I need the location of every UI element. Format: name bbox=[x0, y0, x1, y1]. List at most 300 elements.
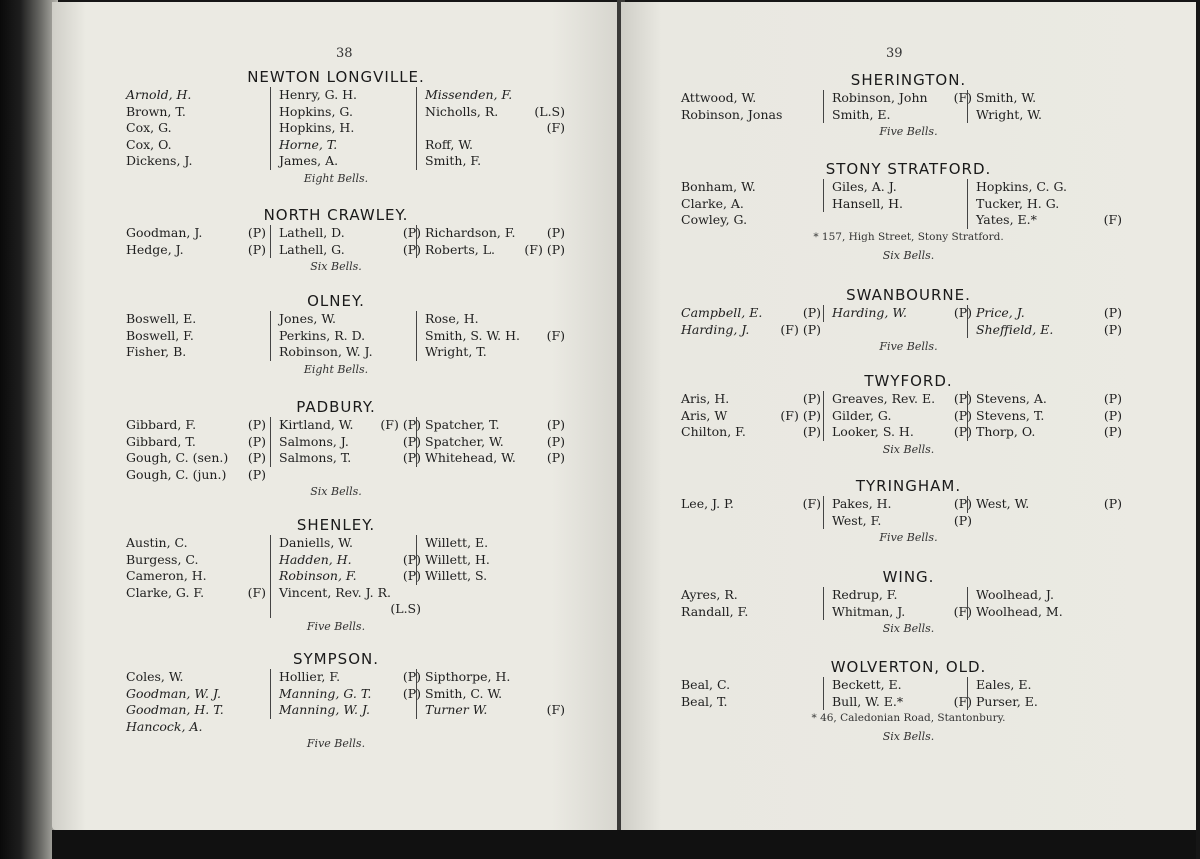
ringer-qualification: (F) bbox=[247, 584, 266, 600]
ringer-column bbox=[416, 311, 565, 361]
ringer-column bbox=[967, 90, 1122, 123]
ringer-name: Salmons, T. bbox=[279, 450, 352, 465]
ringer-name: Boswell, E. bbox=[126, 311, 197, 326]
ringer-qualification: (P) bbox=[1103, 496, 1122, 511]
ringer-name: Hopkins, G. bbox=[279, 103, 353, 119]
ringer-name: Perkins, R. D. bbox=[279, 327, 366, 343]
ringer-qualification: (P) bbox=[953, 391, 972, 406]
ringer-name: Arnold, H. bbox=[126, 87, 192, 102]
ringer-column bbox=[823, 496, 972, 529]
ringer-entry bbox=[976, 677, 1122, 694]
ringer-qualification: (P) bbox=[953, 496, 972, 511]
page-number: 39 bbox=[886, 46, 903, 61]
table-surface bbox=[52, 830, 1196, 859]
ringer-entry bbox=[126, 719, 266, 736]
ringer-name: Goodman, W. J. bbox=[126, 685, 221, 701]
ringer-entry bbox=[126, 568, 266, 585]
ringer-name: Hopkins, C. G. bbox=[976, 179, 1067, 194]
parish-heading: TYRINGHAM. bbox=[855, 477, 962, 495]
ringer-qualification: (P) bbox=[1103, 424, 1122, 439]
ringer-name: Sipthorpe, H. bbox=[425, 669, 511, 684]
ringer-entry bbox=[681, 179, 821, 196]
ringer-entry bbox=[425, 242, 565, 259]
ringer-entry bbox=[425, 552, 565, 569]
parish-heading: NORTH CRAWLEY. bbox=[263, 206, 409, 224]
ringer-entry bbox=[425, 702, 565, 719]
ringer-column bbox=[681, 90, 821, 123]
ringer-name: Fisher, B. bbox=[126, 344, 187, 359]
ringer-name: Kirtland, W. bbox=[279, 417, 354, 432]
ringer-entry bbox=[425, 120, 565, 137]
ringer-entry bbox=[976, 212, 1122, 229]
ringer-name: Yates, E.* bbox=[976, 212, 1037, 227]
ringer-entry bbox=[425, 686, 565, 703]
ringer-qualification: (P) bbox=[402, 450, 421, 465]
ringer-qualification: (F) bbox=[953, 603, 972, 619]
ringer-qualification: (F) (P) bbox=[524, 241, 565, 257]
ringer-name: Tucker, H. G. bbox=[976, 195, 1060, 211]
ringer-name: Boswell, F. bbox=[126, 327, 194, 343]
parish-heading: SWANBOURNE. bbox=[846, 286, 971, 304]
ringer-entry bbox=[425, 417, 565, 434]
ringer-name: Robinson, W. J. bbox=[279, 344, 373, 359]
ringer-column bbox=[681, 677, 821, 710]
ringer-qualification: (P) bbox=[402, 669, 421, 684]
bell-count: Five Bells. bbox=[879, 340, 938, 353]
right-page bbox=[621, 2, 1196, 830]
ringer-entry bbox=[279, 669, 421, 686]
ringer-qualification: (P) bbox=[1103, 321, 1122, 337]
ringer-entry bbox=[279, 104, 421, 121]
ringer-name: Sheffield, E. bbox=[976, 321, 1054, 337]
ringer-qualification: (F) bbox=[1103, 212, 1122, 227]
ringer-entry bbox=[126, 585, 266, 602]
ringer-name: Roff, W. bbox=[425, 136, 473, 152]
ringer-entry bbox=[126, 450, 266, 467]
ringer-name: Goodman, H. T. bbox=[126, 702, 224, 717]
ringer-entry bbox=[126, 120, 266, 137]
ringer-column bbox=[126, 669, 266, 735]
ringer-entry bbox=[681, 677, 821, 694]
ringer-entry bbox=[976, 424, 1122, 441]
ringer-column bbox=[823, 179, 972, 212]
ringer-name: Bull, W. E.* bbox=[832, 693, 904, 709]
ringer-entry bbox=[126, 669, 266, 686]
ringer-column bbox=[823, 391, 972, 441]
ringer-name: Salmons, J. bbox=[279, 433, 349, 449]
ringer-entry bbox=[832, 677, 972, 694]
ringer-qualification: (P) bbox=[953, 424, 972, 439]
ringer-qualification: (F) bbox=[546, 327, 565, 343]
ringer-qualification: (F) (P) bbox=[780, 321, 821, 337]
ringer-entry bbox=[126, 467, 266, 484]
ringer-entry bbox=[681, 408, 821, 425]
ringer-name: Cox, O. bbox=[126, 136, 172, 152]
ringer-name: Cowley, G. bbox=[681, 212, 748, 227]
ringer-name: Cameron, H. bbox=[126, 568, 207, 583]
ringer-name: Nicholls, R. bbox=[425, 103, 499, 119]
ringer-column bbox=[967, 496, 1122, 513]
ringer-qualification: (L.S) bbox=[534, 103, 565, 119]
ringer-qualification: (L.S) bbox=[390, 601, 421, 616]
ringer-name: Beckett, E. bbox=[832, 677, 902, 692]
ringer-name: Stevens, A. bbox=[976, 391, 1047, 406]
ringer-entry bbox=[279, 450, 421, 467]
ringer-name: Austin, C. bbox=[126, 535, 188, 550]
ringer-name: Smith, F. bbox=[425, 153, 482, 168]
ringer-entry bbox=[976, 90, 1122, 107]
ringer-name: Hadden, H. bbox=[279, 551, 352, 567]
ringer-name: Smith, C. W. bbox=[425, 685, 503, 701]
ringer-column bbox=[967, 305, 1122, 338]
bell-count: Five Bells. bbox=[879, 125, 938, 138]
ringer-entry bbox=[425, 450, 565, 467]
ringer-entry bbox=[832, 694, 972, 711]
ringer-column bbox=[681, 587, 821, 620]
ringer-name: Smith, S. W. H. bbox=[425, 327, 520, 343]
ringer-name: Manning, W. J. bbox=[279, 702, 370, 717]
ringer-qualification: (P) bbox=[402, 551, 421, 567]
ringer-entry bbox=[425, 137, 565, 154]
ringer-name: Gibbard, T. bbox=[126, 433, 196, 449]
left-page bbox=[52, 2, 620, 830]
ringer-entry bbox=[126, 552, 266, 569]
ringer-entry bbox=[279, 417, 421, 434]
ringer-entry bbox=[976, 408, 1122, 425]
ringer-entry bbox=[681, 90, 821, 107]
ringer-column bbox=[823, 305, 972, 322]
ringer-name: Campbell, E. bbox=[681, 305, 763, 320]
ringer-entry bbox=[279, 87, 421, 104]
ringer-name: Manning, G. T. bbox=[279, 685, 372, 701]
ringer-name: Thorp, O. bbox=[976, 424, 1036, 439]
ringer-entry bbox=[279, 311, 421, 328]
ringer-entry bbox=[976, 179, 1122, 196]
ringer-entry bbox=[279, 153, 421, 170]
ringer-entry bbox=[279, 601, 421, 618]
ringer-entry bbox=[976, 196, 1122, 213]
ringer-name: Attwood, W. bbox=[681, 90, 757, 105]
ringer-entry bbox=[832, 305, 972, 322]
ringer-entry bbox=[681, 107, 821, 124]
ringer-name: Aris, W bbox=[681, 407, 728, 423]
ringer-name: Goodman, J. bbox=[126, 225, 203, 240]
ringer-name: Brown, T. bbox=[126, 103, 186, 119]
ringer-name: Horne, T. bbox=[279, 136, 338, 152]
ringer-name: Gibbard, F. bbox=[126, 417, 197, 432]
ringer-entry bbox=[279, 568, 421, 585]
bell-count: Six Bells. bbox=[882, 622, 935, 635]
ringer-name: Spatcher, W. bbox=[425, 433, 504, 449]
ringer-entry bbox=[126, 535, 266, 552]
ringer-entry bbox=[832, 496, 972, 513]
ringer-entry bbox=[976, 107, 1122, 124]
ringer-name: Redrup, F. bbox=[832, 587, 898, 602]
ringer-name: Whitman, J. bbox=[832, 603, 906, 619]
ringer-name: Randall, F. bbox=[681, 603, 749, 619]
ringer-entry bbox=[832, 604, 972, 621]
ringer-entry bbox=[832, 90, 972, 107]
ringer-qualification: (P) bbox=[402, 225, 421, 240]
ringer-entry bbox=[126, 686, 266, 703]
ringer-name: Greaves, Rev. E. bbox=[832, 391, 936, 406]
ringer-qualification: (P) bbox=[1103, 391, 1122, 406]
parish-heading: TWYFORD. bbox=[864, 372, 953, 390]
ringer-name: Purser, E. bbox=[976, 693, 1038, 709]
ringer-column bbox=[823, 677, 972, 710]
ringer-name: Ayres, R. bbox=[681, 587, 738, 602]
ringer-entry bbox=[279, 686, 421, 703]
ringer-name: Gough, C. (sen.) bbox=[126, 450, 229, 465]
book-spine bbox=[0, 0, 58, 859]
ringer-column bbox=[416, 535, 565, 585]
ringer-column bbox=[270, 669, 421, 719]
parish-heading: SHERINGTON. bbox=[850, 71, 967, 89]
ringer-entry bbox=[832, 424, 972, 441]
ringer-qualification: (P) bbox=[247, 241, 266, 257]
bell-count: Six Bells. bbox=[882, 442, 935, 456]
ringer-name: Lathell, G. bbox=[279, 241, 345, 257]
bell-count: Five Bells. bbox=[879, 531, 938, 544]
ringer-name: Robinson, F. bbox=[279, 568, 357, 583]
ringer-name: Hopkins, H. bbox=[279, 120, 355, 135]
ringer-name: Beal, T. bbox=[681, 693, 728, 709]
ringer-column bbox=[681, 391, 821, 441]
ringer-qualification: (F) bbox=[953, 693, 972, 709]
ringer-column bbox=[126, 417, 266, 483]
ringer-name: Wright, T. bbox=[425, 344, 487, 359]
ringer-entry bbox=[832, 513, 972, 530]
ringer-qualification: (P) bbox=[546, 225, 565, 240]
ringer-entry bbox=[126, 311, 266, 328]
ringer-column bbox=[823, 587, 972, 620]
ringer-qualification: (P) bbox=[402, 568, 421, 583]
page-number: 38 bbox=[336, 46, 353, 61]
ringer-entry bbox=[425, 225, 565, 242]
ringer-column bbox=[270, 535, 421, 618]
ringer-entry bbox=[976, 587, 1122, 604]
ringer-name: Lee, J. P. bbox=[681, 496, 734, 511]
ringer-name: Gilder, G. bbox=[832, 407, 892, 423]
ringer-name: Hansell, H. bbox=[832, 195, 904, 211]
address-footnote: * 46, Caledonian Road, Stantonbury. bbox=[811, 712, 1006, 724]
ringer-name: Daniells, W. bbox=[279, 535, 353, 550]
ringer-entry bbox=[126, 87, 266, 104]
ringer-name: Willett, E. bbox=[425, 535, 489, 550]
ringer-name: West, W. bbox=[976, 496, 1030, 511]
ringer-column bbox=[967, 587, 1122, 620]
ringer-column bbox=[126, 225, 266, 258]
ringer-entry bbox=[425, 311, 565, 328]
ringer-name: Woolhead, M. bbox=[976, 603, 1063, 619]
ringer-name: Chilton, F. bbox=[681, 424, 746, 439]
ringer-entry bbox=[279, 535, 421, 552]
ringer-qualification: (P) bbox=[402, 433, 421, 449]
ringer-entry bbox=[976, 305, 1122, 322]
ringer-name: Gough, C. (jun.) bbox=[126, 466, 227, 482]
ringer-entry bbox=[126, 104, 266, 121]
ringer-name: Eales, E. bbox=[976, 677, 1032, 692]
ringer-entry bbox=[681, 496, 821, 513]
ringer-entry bbox=[279, 137, 421, 154]
ringer-entry bbox=[425, 153, 565, 170]
parish-heading: SHENLEY. bbox=[296, 516, 376, 534]
ringer-name: Turner W. bbox=[425, 702, 488, 717]
ringer-column bbox=[126, 87, 266, 170]
ringer-column bbox=[270, 87, 421, 170]
ringer-name: Jones, W. bbox=[279, 311, 336, 326]
bell-count: Eight Bells. bbox=[303, 171, 369, 185]
ringer-name: Beal, C. bbox=[681, 677, 731, 692]
ringer-entry bbox=[425, 535, 565, 552]
ringer-name: Richardson, F. bbox=[425, 225, 516, 240]
ringer-name: Hollier, F. bbox=[279, 669, 341, 684]
ringer-name: Roberts, L. bbox=[425, 241, 495, 257]
ringer-column bbox=[270, 417, 421, 467]
bell-count: Six Bells. bbox=[882, 730, 935, 743]
parish-heading: OLNEY. bbox=[307, 292, 365, 310]
parish-heading: NEWTON LONGVILLE. bbox=[247, 68, 425, 86]
ringer-name: Burgess, C. bbox=[126, 551, 199, 567]
ringer-name: Stevens, T. bbox=[976, 407, 1045, 423]
ringer-entry bbox=[126, 417, 266, 434]
ringer-name: Willett, S. bbox=[425, 568, 488, 583]
ringer-column bbox=[126, 311, 266, 361]
ringer-column bbox=[270, 225, 421, 258]
ringer-name: James, A. bbox=[279, 153, 339, 168]
ringer-entry bbox=[681, 604, 821, 621]
ringer-name: Hancock, A. bbox=[126, 718, 203, 734]
ringer-qualification: (P) bbox=[247, 450, 266, 465]
ringer-entry bbox=[681, 424, 821, 441]
ringer-name: Harding, J. bbox=[681, 321, 750, 337]
ringer-entry bbox=[976, 496, 1122, 513]
ringer-qualification: (P) bbox=[247, 466, 266, 482]
ringer-name: Lathell, D. bbox=[279, 225, 345, 240]
ringer-entry bbox=[681, 694, 821, 711]
ringer-entry bbox=[279, 344, 421, 361]
ringer-qualification: (P) bbox=[402, 685, 421, 701]
ringer-entry bbox=[832, 587, 972, 604]
bell-count: Five Bells. bbox=[306, 737, 366, 750]
ringer-name: Cox, G. bbox=[126, 120, 172, 135]
ringer-name: Aris, H. bbox=[681, 391, 730, 406]
ringer-entry bbox=[425, 104, 565, 121]
ringer-entry bbox=[681, 322, 821, 339]
ringer-name: West, F. bbox=[832, 512, 882, 528]
ringer-entry bbox=[279, 552, 421, 569]
ringer-qualification: (P) bbox=[953, 305, 972, 320]
ringer-name: Robinson, Jonas bbox=[681, 106, 783, 122]
ringer-qualification: (F) (P) bbox=[380, 417, 421, 432]
parish-heading: PADBURY. bbox=[296, 398, 376, 416]
ringer-entry bbox=[681, 305, 821, 322]
ringer-name: Hedge, J. bbox=[126, 241, 184, 257]
ringer-qualification: (P) bbox=[953, 512, 972, 528]
ringer-entry bbox=[832, 179, 972, 196]
ringer-name: Giles, A. J. bbox=[832, 179, 897, 194]
ringer-name: Looker, S. H. bbox=[832, 424, 914, 439]
ringer-qualification: (P) bbox=[247, 433, 266, 449]
ringer-entry bbox=[681, 587, 821, 604]
ringer-column bbox=[967, 677, 1122, 710]
ringer-qualification: (F) bbox=[802, 496, 821, 511]
ringer-name: Smith, W. bbox=[976, 90, 1037, 105]
ringer-column bbox=[681, 305, 821, 338]
ringer-qualification: (P) bbox=[1103, 407, 1122, 423]
ringer-entry bbox=[279, 434, 421, 451]
parish-heading: SYMPSON. bbox=[293, 650, 379, 668]
ringer-qualification: (P) bbox=[802, 305, 821, 320]
ringer-name: Dickens, J. bbox=[126, 153, 193, 168]
ringer-name: Missenden, F. bbox=[425, 87, 513, 102]
bell-count: Six Bells. bbox=[310, 260, 362, 273]
ringer-entry bbox=[832, 107, 972, 124]
ringer-column bbox=[416, 225, 565, 258]
ringer-qualification: (P) bbox=[953, 407, 972, 423]
ringer-name: Robinson, John bbox=[832, 90, 928, 105]
ringer-entry bbox=[425, 434, 565, 451]
ringer-name: Harding, W. bbox=[832, 305, 907, 320]
ringer-entry bbox=[279, 225, 421, 242]
ringer-column bbox=[823, 90, 972, 123]
ringer-name: Clarke, A. bbox=[681, 195, 744, 211]
ringer-name: Bonham, W. bbox=[681, 179, 756, 194]
address-footnote: * 157, High Street, Stony Stratford. bbox=[813, 230, 1004, 243]
ringer-column bbox=[270, 311, 421, 361]
ringer-entry bbox=[126, 242, 266, 259]
ringer-entry bbox=[126, 153, 266, 170]
ringer-qualification: (F) bbox=[546, 702, 565, 717]
ringer-column bbox=[967, 391, 1122, 441]
bell-count: Six Bells. bbox=[882, 248, 935, 262]
bell-count: Six Bells. bbox=[310, 485, 362, 498]
ringer-qualification: (P) bbox=[802, 391, 821, 406]
ringer-name: Rose, H. bbox=[425, 311, 479, 326]
ringer-entry bbox=[126, 328, 266, 345]
ringer-name: Wright, W. bbox=[976, 106, 1042, 122]
ringer-entry bbox=[832, 408, 972, 425]
ringer-column bbox=[681, 496, 821, 513]
ringer-entry bbox=[832, 391, 972, 408]
ringer-entry bbox=[279, 328, 421, 345]
ringer-entry bbox=[126, 434, 266, 451]
ringer-qualification: (F) bbox=[953, 90, 972, 105]
ringer-name: Woolhead, J. bbox=[976, 587, 1054, 602]
bell-count: Five Bells. bbox=[306, 619, 366, 633]
parish-heading: STONY STRATFORD. bbox=[825, 160, 992, 178]
ringer-entry bbox=[279, 702, 421, 719]
ringer-qualification: (P) bbox=[402, 241, 421, 257]
ringer-name: Coles, W. bbox=[126, 669, 184, 684]
ringer-qualification: (P) bbox=[1103, 305, 1122, 320]
ringer-name: Spatcher, T. bbox=[425, 417, 500, 432]
ringer-entry bbox=[279, 585, 421, 602]
ringer-column bbox=[416, 87, 565, 170]
ringer-entry bbox=[425, 344, 565, 361]
ringer-entry bbox=[425, 669, 565, 686]
ringer-entry bbox=[279, 242, 421, 259]
ringer-entry bbox=[681, 196, 821, 213]
parish-heading: WING. bbox=[882, 568, 935, 586]
ringer-entry bbox=[425, 328, 565, 345]
ringer-column bbox=[416, 669, 565, 719]
ringer-entry bbox=[681, 212, 821, 229]
ringer-qualification: (F) (P) bbox=[780, 407, 821, 423]
ringer-name: Vincent, Rev. J. R. bbox=[279, 584, 391, 600]
ringer-name: Whitehead, W. bbox=[425, 450, 516, 465]
ringer-name: Smith, E. bbox=[832, 106, 891, 122]
